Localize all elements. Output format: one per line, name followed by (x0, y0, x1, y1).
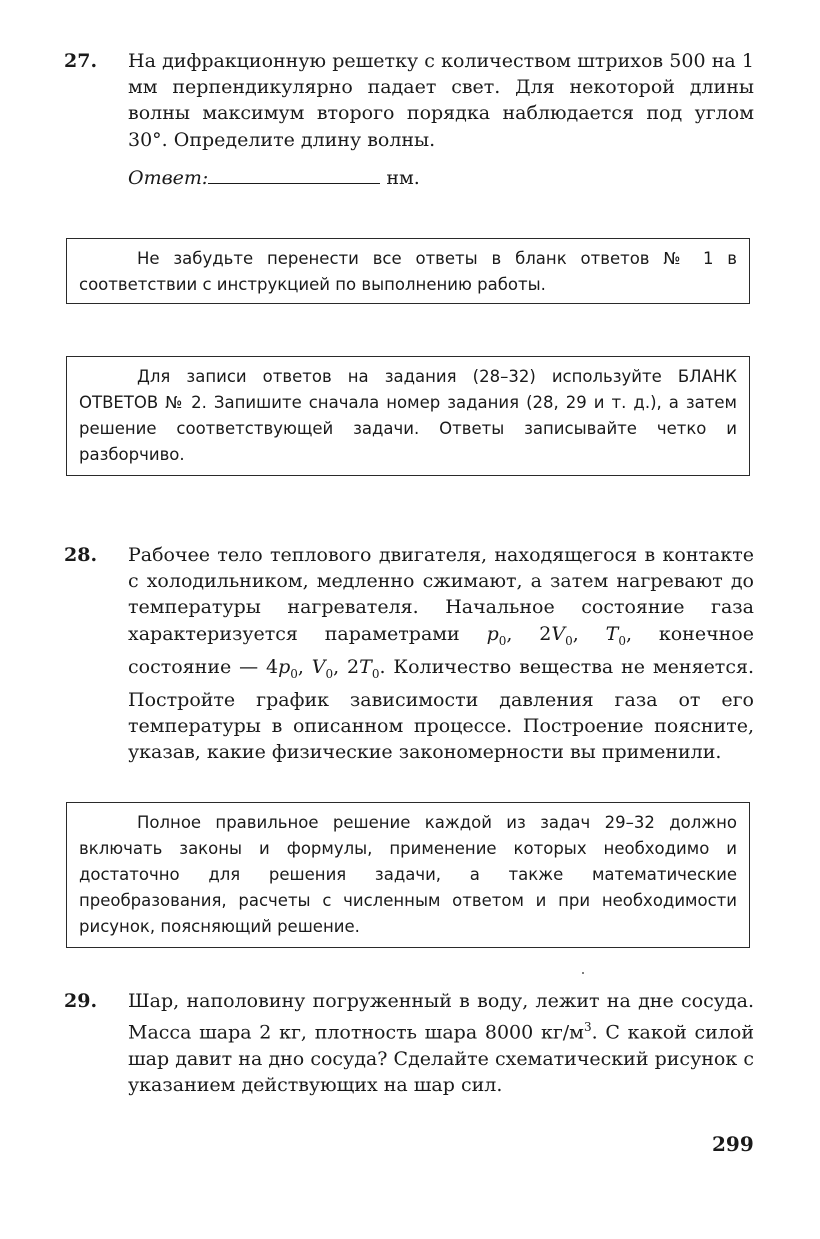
answer-label: Ответ: (128, 166, 209, 189)
task-number: 29. (64, 990, 98, 1012)
task-number: 27. (64, 50, 98, 72)
notice-transfer-answers (66, 238, 750, 304)
speck (582, 972, 584, 974)
answer-blank[interactable] (208, 165, 380, 184)
notice-full-solution (66, 802, 750, 948)
answer-line (128, 165, 754, 191)
notice-answer-form-2 (66, 356, 750, 476)
answer-unit: нм. (386, 166, 420, 189)
task-text: Рабочее тело теплового двигателя, находящегося в контакте с холодильником, медленно сжимают, а затем нагревают до температуры нагревателя. Начальное состояние газа характеризуется параметрами $p_0$, $2V_0$, $T_0$, конечное состояние — $4p_0$, $V_0$, $2T_0$. Количество вещества не меняется. Постройте график зависимости давления газа от его температуры в описанном процессе. Построение поясните, указав, какие физические закономерности вы применили. (128, 544, 754, 764)
task-27 (64, 48, 754, 191)
page-number: 299 (712, 1132, 754, 1156)
notice-text: Для записи ответов на задания (28–32) используйте БЛАНК ОТВЕТОВ № 2. Запишите сначала номер задания (28, 29 и т. д.), а затем решение соответствующей задачи. Ответы записывайте четко и разборчиво. (79, 367, 737, 464)
task-28 (64, 542, 754, 765)
task-text: На дифракционную решетку с количеством штрихов 500 на 1 мм перпендикулярно падает свет. Для некоторой длины волны максимум второго порядка наблюдается под углом 30°. Определите длину волны. (128, 50, 754, 151)
task-29 (64, 988, 754, 1098)
task-text: Шар, наполовину погруженный в воду, лежит на дне сосуда. Масса шара 2 кг, плотность шара 8000 $кг/м^3$. С какой силой шар давит на дно сосуда? Сделайте схематический рисунок с указанием действующих на шар сил. (128, 990, 754, 1096)
notice-text: Не забудьте перенести все ответы в бланк ответов № 1 в соответствии с инструкцией по выполнению работы. (79, 249, 737, 294)
task-number: 28. (64, 544, 98, 566)
notice-text: Полное правильное решение каждой из задач 29–32 должно включать законы и формулы, применение которых необходимо и достаточно для решения задачи, а также математические преобразования, расчеты с численным ответом и при необходимости рисунок, поясняющий решение. (79, 813, 737, 936)
